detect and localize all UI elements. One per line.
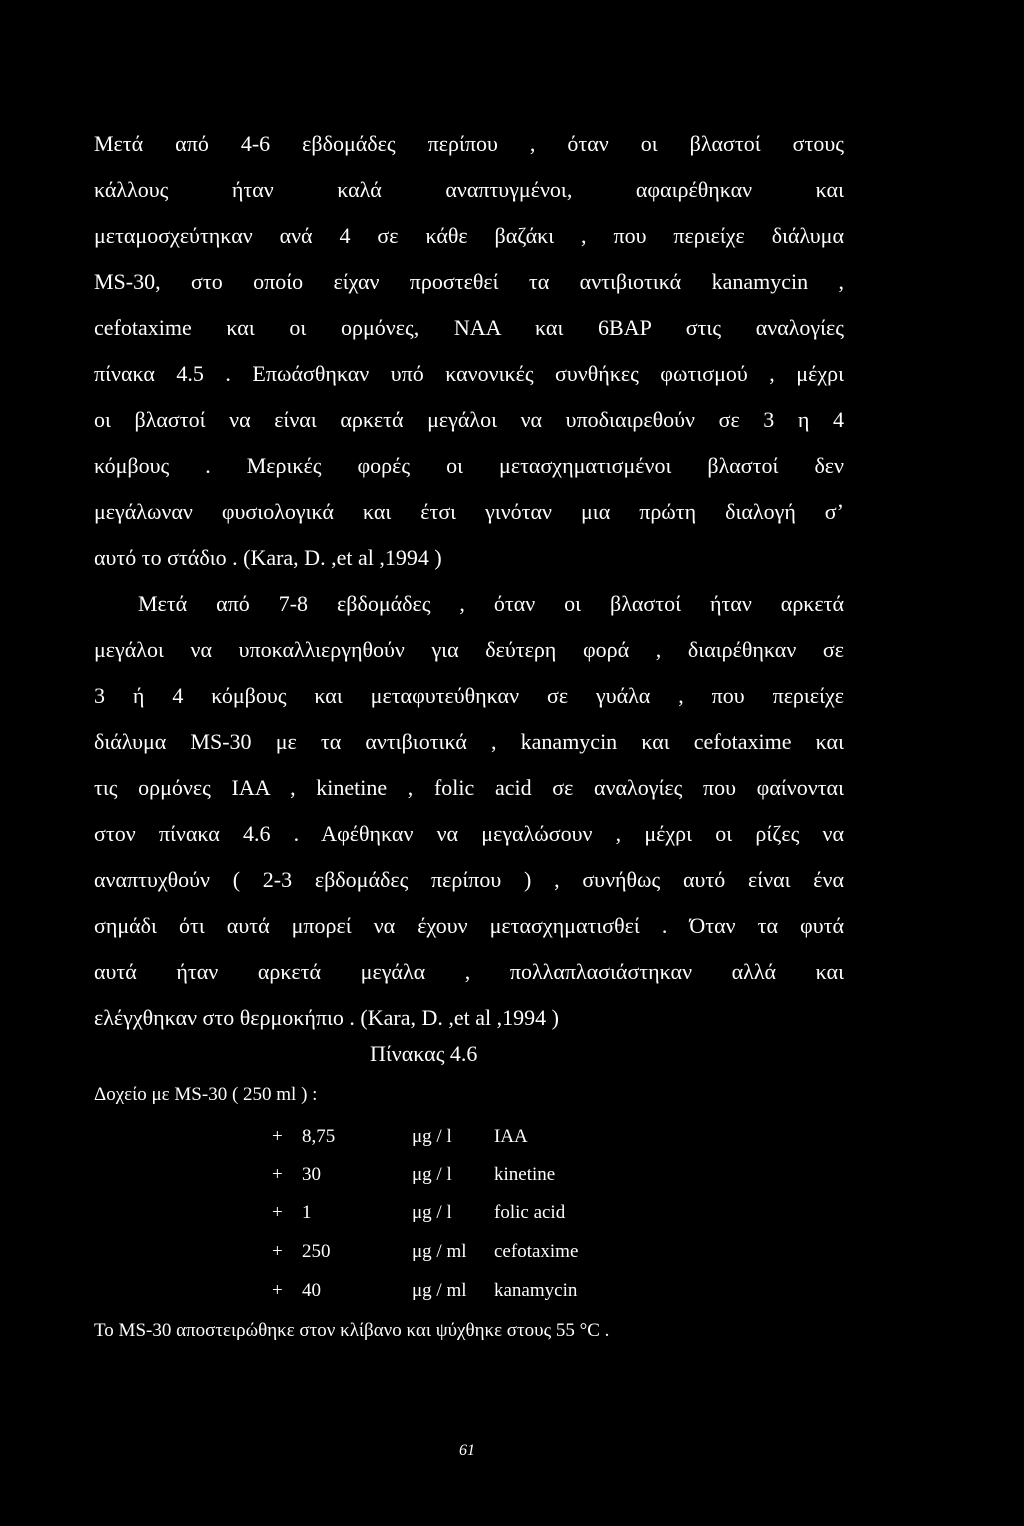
amount-cell: 40 (302, 1280, 321, 1301)
paragraph-2-line: ελέγχθηκαν στο θερμοκήπιο . (Kara, D. ,et al ,1994 ) (94, 1005, 559, 1030)
plus-sign: + (272, 1202, 283, 1223)
container-label: Δοχείο με MS-30 ( 250 ml ) : (94, 1084, 318, 1105)
unit-cell: μg / ml (412, 1280, 467, 1301)
substance-cell: IAA (494, 1126, 528, 1147)
paragraph-1-line: κόμβους . Μερικές φορές οι μετασχηματισμένοι βλαστοί δεν (94, 453, 844, 478)
paragraph-1-line: cefotaxime και οι ορμόνες, NAA και 6BAP στις αναλογίες (94, 315, 844, 340)
paragraph-1-line: αυτό το στάδιο . (Kara, D. ,et al ,1994 ) (94, 545, 442, 570)
paragraph-2-line: τις ορμόνες IAA , kinetine , folic acid σε αναλογίες που φαίνονται (94, 775, 844, 800)
paragraph-2-line: στον πίνακα 4.6 . Αφέθηκαν να μεγαλώσουν , μέχρι οι ρίζες να (94, 821, 844, 846)
plus-sign: + (272, 1280, 283, 1301)
paragraph-2-line: μεγάλοι να υποκαλλιεργηθούν για δεύτερη φορά , διαιρέθηκαν σε (94, 637, 844, 662)
paragraph-1-line: Μετά από 4-6 εβδομάδες περίπου , όταν οι βλαστοί στους (94, 131, 844, 156)
paragraph-2-line: 3 ή 4 κόμβους και μεταφυτεύθηκαν σε γυάλα , που περιείχε (94, 683, 844, 708)
substance-cell: folic acid (494, 1202, 566, 1223)
substance-cell: cefotaxime (494, 1241, 579, 1262)
paragraph-1-line: οι βλαστοί να είναι αρκετά μεγάλοι να υποδιαιρεθούν σε 3 η 4 (94, 407, 844, 432)
amount-cell: 8,75 (302, 1126, 336, 1147)
paragraph-1-line: κάλλους ήταν καλά αναπτυγμένοι, αφαιρέθηκαν και (94, 177, 844, 202)
unit-cell: μg / l (412, 1126, 452, 1147)
plus-sign: + (272, 1126, 283, 1147)
plus-sign: + (272, 1164, 283, 1185)
substance-cell: kanamycin (494, 1280, 578, 1301)
unit-cell: μg / ml (412, 1241, 467, 1262)
paragraph-2-line: Μετά από 7-8 εβδομάδες , όταν οι βλαστοί ήταν αρκετά (138, 591, 844, 616)
paragraph-1-line: πίνακα 4.5 . Επωάσθηκαν υπό κανονικές συνθήκες φωτισμού , μέχρι (94, 361, 844, 386)
amount-cell: 250 (302, 1241, 331, 1262)
paragraph-2-line: διάλυμα MS-30 με τα αντιβιοτικά , kanamycin και cefotaxime και (94, 729, 844, 754)
plus-sign: + (272, 1241, 283, 1262)
sterilization-note: Το MS-30 αποστειρώθηκε στον κλίβανο και ψύχθηκε στους 55 °C . (94, 1320, 610, 1341)
paragraph-2-line: αναπτυχθούν ( 2-3 εβδομάδες περίπου ) , συνήθως αυτό είναι ένα (94, 867, 844, 892)
amount-cell: 30 (302, 1164, 321, 1185)
unit-cell: μg / l (412, 1164, 452, 1185)
amount-cell: 1 (302, 1202, 312, 1223)
paragraph-2-line: σημάδι ότι αυτά μπορεί να έχουν μετασχηματισθεί . Όταν τα φυτά (94, 913, 844, 938)
page-number: 61 (459, 1442, 475, 1459)
unit-cell: μg / l (412, 1202, 452, 1223)
table-caption: Πίνακας 4.6 (370, 1041, 478, 1066)
paragraph-1-line: μεταμοσχεύτηκαν ανά 4 σε κάθε βαζάκι , που περιείχε διάλυμα (94, 223, 844, 248)
paragraph-2-line: αυτά ήταν αρκετά μεγάλα , πολλαπλασιάστηκαν αλλά και (94, 959, 844, 984)
paragraph-1-line: μεγάλωναν φυσιολογικά και έτσι γινόταν μια πρώτη διαλογή σ’ (94, 499, 844, 524)
substance-cell: kinetine (494, 1164, 556, 1185)
paragraph-1-line: MS-30, στο οποίο είχαν προστεθεί τα αντιβιοτικά kanamycin , (94, 269, 844, 294)
